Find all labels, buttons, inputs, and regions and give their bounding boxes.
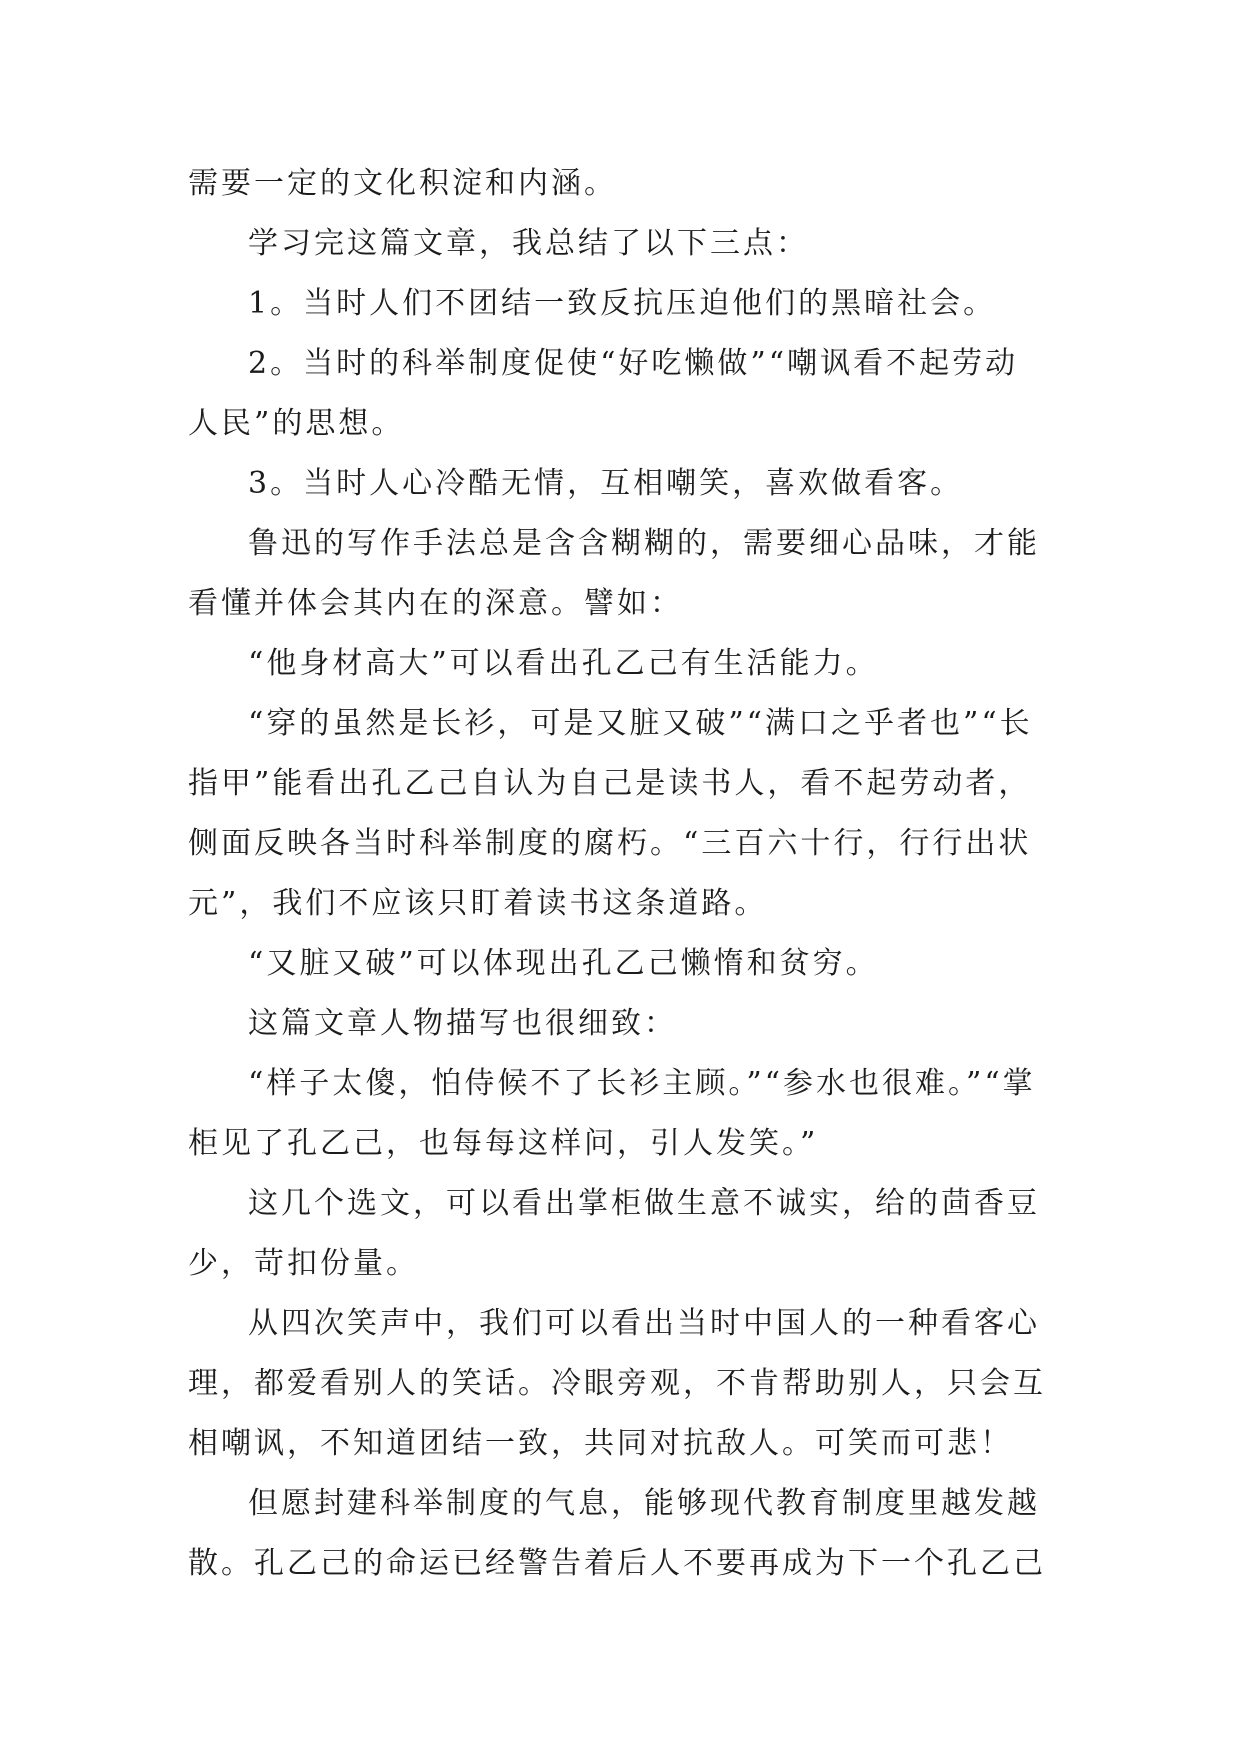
paragraph-quotes: “样子太傻，怕侍候不了长衫主顾。”“参水也很难。”“掌柜见了孔乙己，也每每这样问，引人发笑。” bbox=[188, 1066, 1036, 1161]
paragraph-writing-style: 鲁迅的写作手法总是含含糊糊的，需要细心品味，才能看懂并体会其内在的深意。譬如： bbox=[188, 526, 1040, 621]
paragraph-summary-intro: 学习完这篇文章，我总结了以下三点： bbox=[248, 226, 809, 261]
paragraph-laughter: 从四次笑声中，我们可以看出当时中国人的一种看客心理，都爱看别人的笑话。冷眼旁观，不肯帮助别人，只会互相嘲讽，不知道团结一致，共同对抗敌人。可笑而可悲！ bbox=[188, 1306, 1046, 1461]
paragraph-example-3: “又脏又破”可以体现出孔乙己懒惰和贫穷。 bbox=[248, 946, 879, 981]
paragraph-shopkeeper: 这几个选文，可以看出掌柜做生意不诚实，给的茴香豆少，苛扣份量。 bbox=[188, 1186, 1040, 1281]
paragraph-example-2: “穿的虽然是长衫，可是又脏又破”“满口之乎者也”“长指甲”能看出孔乙己自认为自己是读书人，看不起劳动者，侧面反映各当时科举制度的腐朽。“三百六十行，行行出状元”，我们不应该只盯着读书这条道路。 bbox=[188, 706, 1033, 921]
paragraph-point-1: 1。当时人们不团结一致反抗压迫他们的黑暗社会。 bbox=[248, 286, 997, 321]
paragraph-conclusion: 但愿封建科举制度的气息，能够现代教育制度里越发越散。孔乙己的命运已经警告着后人不要再成为下一个孔乙己 bbox=[188, 1486, 1046, 1581]
paragraph-continuation: 需要一定的文化积淀和内涵。 bbox=[188, 166, 617, 201]
paragraph-example-1: “他身材高大”可以看出孔乙己有生活能力。 bbox=[248, 646, 879, 681]
paragraph-point-3: 3。当时人心冷酷无情，互相嘲笑，喜欢做看客。 bbox=[248, 466, 964, 501]
paragraph-character-intro: 这篇文章人物描写也很细致： bbox=[248, 1006, 677, 1041]
paragraph-point-2: 2。当时的科举制度促使“好吃懒做”“嘲讽看不起劳动人民”的思想。 bbox=[188, 346, 1019, 441]
document-body bbox=[188, 154, 1048, 1594]
